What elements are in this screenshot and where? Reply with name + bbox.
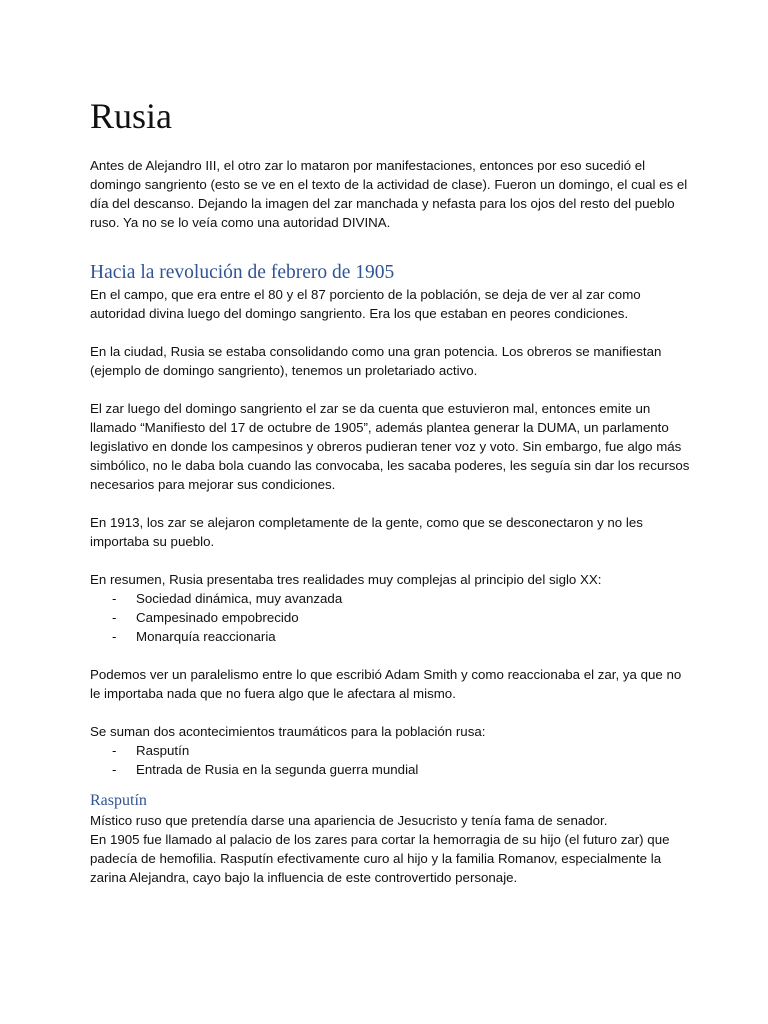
paragraph-resumen: En resumen, Rusia presentaba tres realidades muy complejas al principio del siglo XX:: [90, 572, 602, 587]
paragraph-acontecimientos: Se suman dos acontecimientos traumáticos para la población rusa:: [90, 724, 486, 739]
paragraph-hemofilia: En 1905 fue llamado al palacio de los zares para cortar la hemorragia de su hijo (el futuro zar) que padecía de hemofilia. Rasputín efectivamente curo al hijo y la familia Romanov, especialmente la zarina Alejandra, cayo bajo la influencia de este controvertido personaje.: [90, 832, 670, 885]
list-acontecimientos: [90, 741, 690, 779]
list-dash: -: [112, 610, 117, 625]
paragraph-manifiesto: El zar luego del domingo sangriento el zar se da cuenta que estuvieron mal, entonces emite un llamado “Manifiesto del 17 de octubre de 1905”, además plantea generar la DUMA, un parlamento legislativo en donde los campesinos y obreros pudieran tener voz y voto. Sin embargo, fue algo más simbólico, no le daba bola cuando las convocaba, les sacaba poderes, les seguía sin dar los recursos necesarios para mejorar sus condiciones.: [90, 401, 690, 492]
intro-paragraph: Antes de Alejandro III, el otro zar lo mataron por manifestaciones, entonces por eso sucedió el domingo sangriento (esto se ve en el texto de la actividad de clase). Fueron un domingo, el cual es el día del descanso. Dejando la imagen del zar manchada y nefasta para los ojos del resto del pueblo ruso. Ya no se lo veía como una autoridad DIVINA.: [90, 158, 688, 230]
list-item: - Monarquía reaccionaria: [112, 629, 276, 644]
paragraph-adam-smith: Podemos ver un paralelismo entre lo que escribió Adam Smith y como reaccionaba el zar, ya que no le importaba nada que no fuera algo que le afectara al mismo.: [90, 667, 682, 701]
paragraph-1913: En 1913, los zar se alejaron completamente de la gente, como que se desconectaron y no les importaba su pueblo.: [90, 515, 643, 549]
list-dash: -: [112, 743, 117, 758]
list-dash: -: [112, 591, 117, 606]
list-dash: -: [112, 762, 117, 777]
list-item: - Entrada de Rusia en la segunda guerra mundial: [112, 762, 419, 777]
paragraph-ciudad: En la ciudad, Rusia se estaba consolidando como una gran potencia. Los obreros se manifiestan (ejemplo de domingo sangriento), tenemos un proletariado activo.: [90, 344, 662, 378]
list-item: - Rasputín: [112, 743, 190, 758]
paragraph-campo: En el campo, que era entre el 80 y el 87 porciento de la población, se deja de ver al zar como autoridad divina luego del domingo sangriento. Era los que estaban en peores condiciones.: [90, 287, 641, 321]
list-item: - Sociedad dinámica, muy avanzada: [112, 591, 343, 606]
list-realidades: [90, 589, 690, 646]
document-title: Rusia: [90, 96, 173, 136]
list-item: - Campesinado empobrecido: [112, 610, 299, 625]
section-heading-rasputin: Rasputín: [90, 792, 147, 809]
document-page: [90, 96, 690, 887]
list-dash: -: [112, 629, 117, 644]
section-heading-revolucion: Hacia la revolución de febrero de 1905: [90, 262, 395, 283]
paragraph-mistico: Místico ruso que pretendía darse una apariencia de Jesucristo y tenía fama de senador.: [90, 813, 608, 828]
